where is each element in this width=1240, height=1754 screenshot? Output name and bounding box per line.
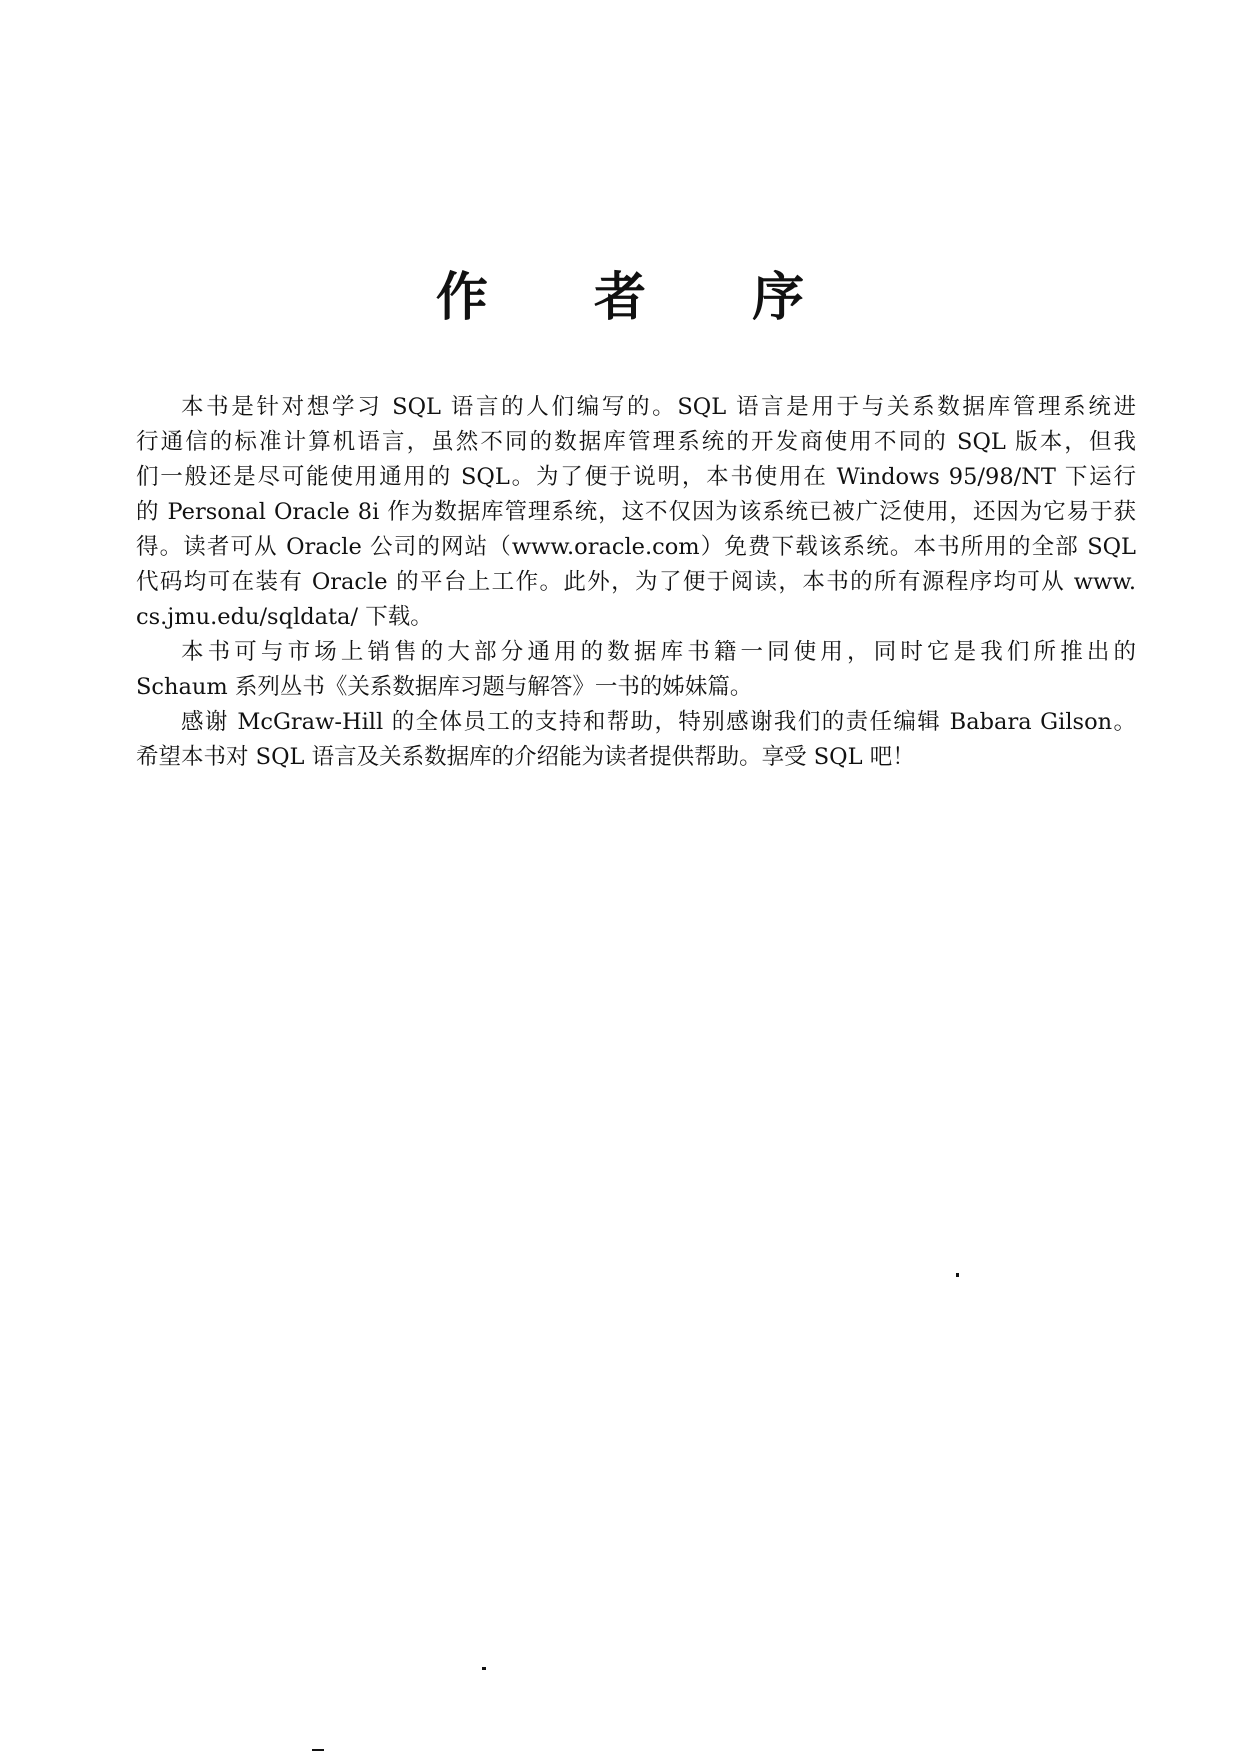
- text-line: 本书是针对想学习 SQL 语言的人们编写的。SQL 语言是用于与关系数据库管理系统进: [181, 394, 1136, 420]
- text-line: 们一般还是尽可能使用通用的 SQL。为了便于说明，本书使用在 Windows 95/98/NT 下运行: [136, 464, 1136, 490]
- text-line: cs.jmu.edu/sqldata/ 下载。: [136, 604, 433, 630]
- paragraph-3: [136, 705, 1136, 775]
- paragraph-2: [136, 635, 1136, 705]
- text-line: 得。读者可从 Oracle 公司的网站（www.oracle.com）免费下载该系统。本书所用的全部 SQL: [136, 534, 1136, 560]
- text-line: 感谢 McGraw-Hill 的全体员工的支持和帮助，特别感谢我们的责任编辑 Babara Gilson。: [181, 709, 1136, 735]
- page-title: 作 者 序: [435, 266, 849, 328]
- text-line: 代码均可在装有 Oracle 的平台上工作。此外，为了便于阅读，本书的所有源程序均可从 www.: [136, 569, 1136, 595]
- text-line: 行通信的标准计算机语言，虽然不同的数据库管理系统的开发商使用不同的 SQL 版本，但我: [136, 429, 1136, 455]
- text-line: 的 Personal Oracle 8i 作为数据库管理系统，这不仅因为该系统已被广泛使用，还因为它易于获: [136, 499, 1136, 525]
- paragraph-1: [136, 390, 1136, 635]
- preface-body: [136, 390, 1136, 775]
- scan-artifact-dot: [482, 1667, 486, 1670]
- text-line: 本书可与市场上销售的大部分通用的数据库书籍一同使用，同时它是我们所推出的: [181, 639, 1136, 665]
- scan-artifact-dot: [956, 1273, 959, 1277]
- scan-artifact-dash: [312, 1749, 324, 1751]
- text-line: 希望本书对 SQL 语言及关系数据库的介绍能为读者提供帮助。享受 SQL 吧！: [136, 744, 915, 770]
- text-line: Schaum 系列丛书《关系数据库习题与解答》一书的姊妹篇。: [136, 674, 753, 700]
